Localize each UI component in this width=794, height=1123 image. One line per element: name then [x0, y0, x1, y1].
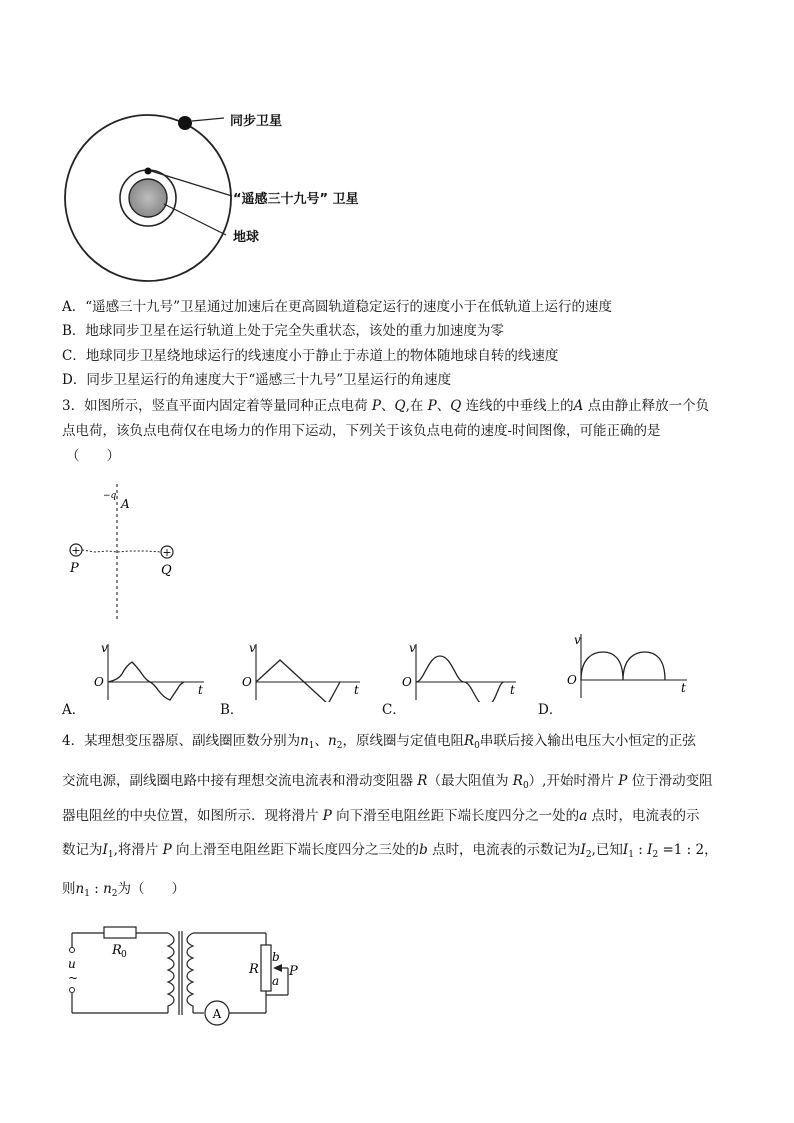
secondary-coil: [187, 933, 193, 1013]
label-yaogan-satellite: “遥感三十九号” 卫星: [233, 192, 359, 207]
point-q-label: Q: [161, 563, 172, 578]
label-a: a: [272, 974, 280, 988]
pq-connecting-line: [82, 550, 162, 552]
graph-option-c: [400, 642, 525, 702]
svg-text:O: O: [402, 675, 412, 689]
ammeter-label: A: [212, 1007, 222, 1021]
q4-stem-line2: 交流电源，副线圈电路中接有理想交流电流表和滑动变阻器 R（最大阻值为 $R_0$）,开始时滑片 P 位于滑动变阻: [62, 773, 713, 791]
label-r: R: [249, 962, 259, 977]
q4-stem-line5: 则$n_1$ : $n_2$为（ ）: [62, 881, 186, 899]
svg-text:t: t: [510, 683, 515, 697]
sync-satellite: [178, 116, 192, 130]
label-sync-satellite: 同步卫星: [230, 114, 283, 129]
label-r0-sub: 0: [121, 950, 127, 960]
graph-option-d: [565, 632, 695, 702]
svg-text:t: t: [354, 683, 359, 697]
graph-option-a: [92, 642, 212, 702]
resistor-r0: [104, 927, 136, 938]
q3-stem-line2: 点电荷，该负点电荷仅在电场力的作用下运动，下列关于该负点电荷的速度-时间图像，可能正确的是: [62, 423, 661, 439]
q3-option-d-label: D．: [538, 702, 563, 718]
q2-option-d: D．同步卫星运行的角速度大于“遥感三十九号”卫星运行的角速度: [62, 372, 452, 388]
svg-text:O: O: [242, 675, 252, 689]
primary-coil: [168, 933, 174, 1013]
charge-q-sign: +: [162, 546, 172, 559]
point-a-label: A: [121, 497, 130, 511]
earth: [129, 179, 167, 217]
q3-option-a-label: A．: [62, 702, 86, 718]
charges-figure: [60, 480, 200, 625]
label-earth: 地球: [233, 230, 260, 245]
svg-text:t: t: [198, 683, 203, 697]
q2-option-a: A．“遥感三十九号”卫星通过加速后在更高圆轨道稳定运行的速度小于在低轨道上运行的速度: [62, 299, 613, 315]
svg-text:v: v: [409, 642, 416, 655]
label-tilde: ~: [68, 971, 79, 985]
slider-p: [273, 964, 282, 972]
q3-option-b-label: B．: [220, 702, 244, 718]
point-p-label: P: [70, 561, 79, 576]
q4-stem-line3: 器电阻丝的中央位置，如图所示．现将滑片 P 向下滑至电阻丝距下端长度四分之一处的a 点时，电流表的示: [62, 808, 700, 824]
q3-option-c-label: C．: [382, 702, 406, 718]
label-u: u: [68, 957, 76, 971]
label-b: b: [272, 950, 280, 964]
q4-stem-line4: 数记为$I_1$,将滑片 P 向上滑至电阻丝距下端长度四分之三处的b 点时，电流表的示数记为$I_2$,已知$I_1$ : $I_2 =1$ : 2，: [62, 842, 718, 860]
q2-option-b: B．地球同步卫星在运行轨道上处于完全失重状态，该处的重力加速度为零: [62, 323, 504, 339]
neg-charge-label: −q: [103, 491, 117, 501]
svg-text:O: O: [567, 673, 577, 687]
label-r0: R: [112, 943, 122, 958]
graph-option-b: [240, 642, 370, 702]
svg-text:v: v: [101, 642, 108, 655]
label-p: P: [289, 964, 298, 979]
svg-text:O: O: [94, 675, 104, 689]
q3-stem-line1: 3．如图所示，竖直平面内固定着等量同种正点电荷 P、Q,在 P、Q 连线的中垂线上的A 点由静止释放一个负: [62, 398, 710, 414]
q2-option-c: C．地球同步卫星绕地球运行的线速度小于静止于赤道上的物体随地球自转的线速度: [62, 348, 559, 364]
q3-answer-blank: （ ）: [66, 448, 120, 464]
yaogan-satellite: [145, 168, 152, 175]
transformer-circuit: [60, 915, 310, 1030]
charge-p-sign: +: [71, 544, 81, 557]
svg-text:t: t: [681, 681, 686, 695]
q4-stem-line1: 4．某理想变压器原、副线圈匝数分别为$n_1$、$n_2$，原线圈与定值电阻$R_0$串联后接入输出电压大小恒定的正弦: [62, 733, 696, 751]
rheostat-r: [261, 945, 271, 991]
svg-text:v: v: [574, 633, 581, 647]
svg-text:v: v: [249, 642, 256, 655]
